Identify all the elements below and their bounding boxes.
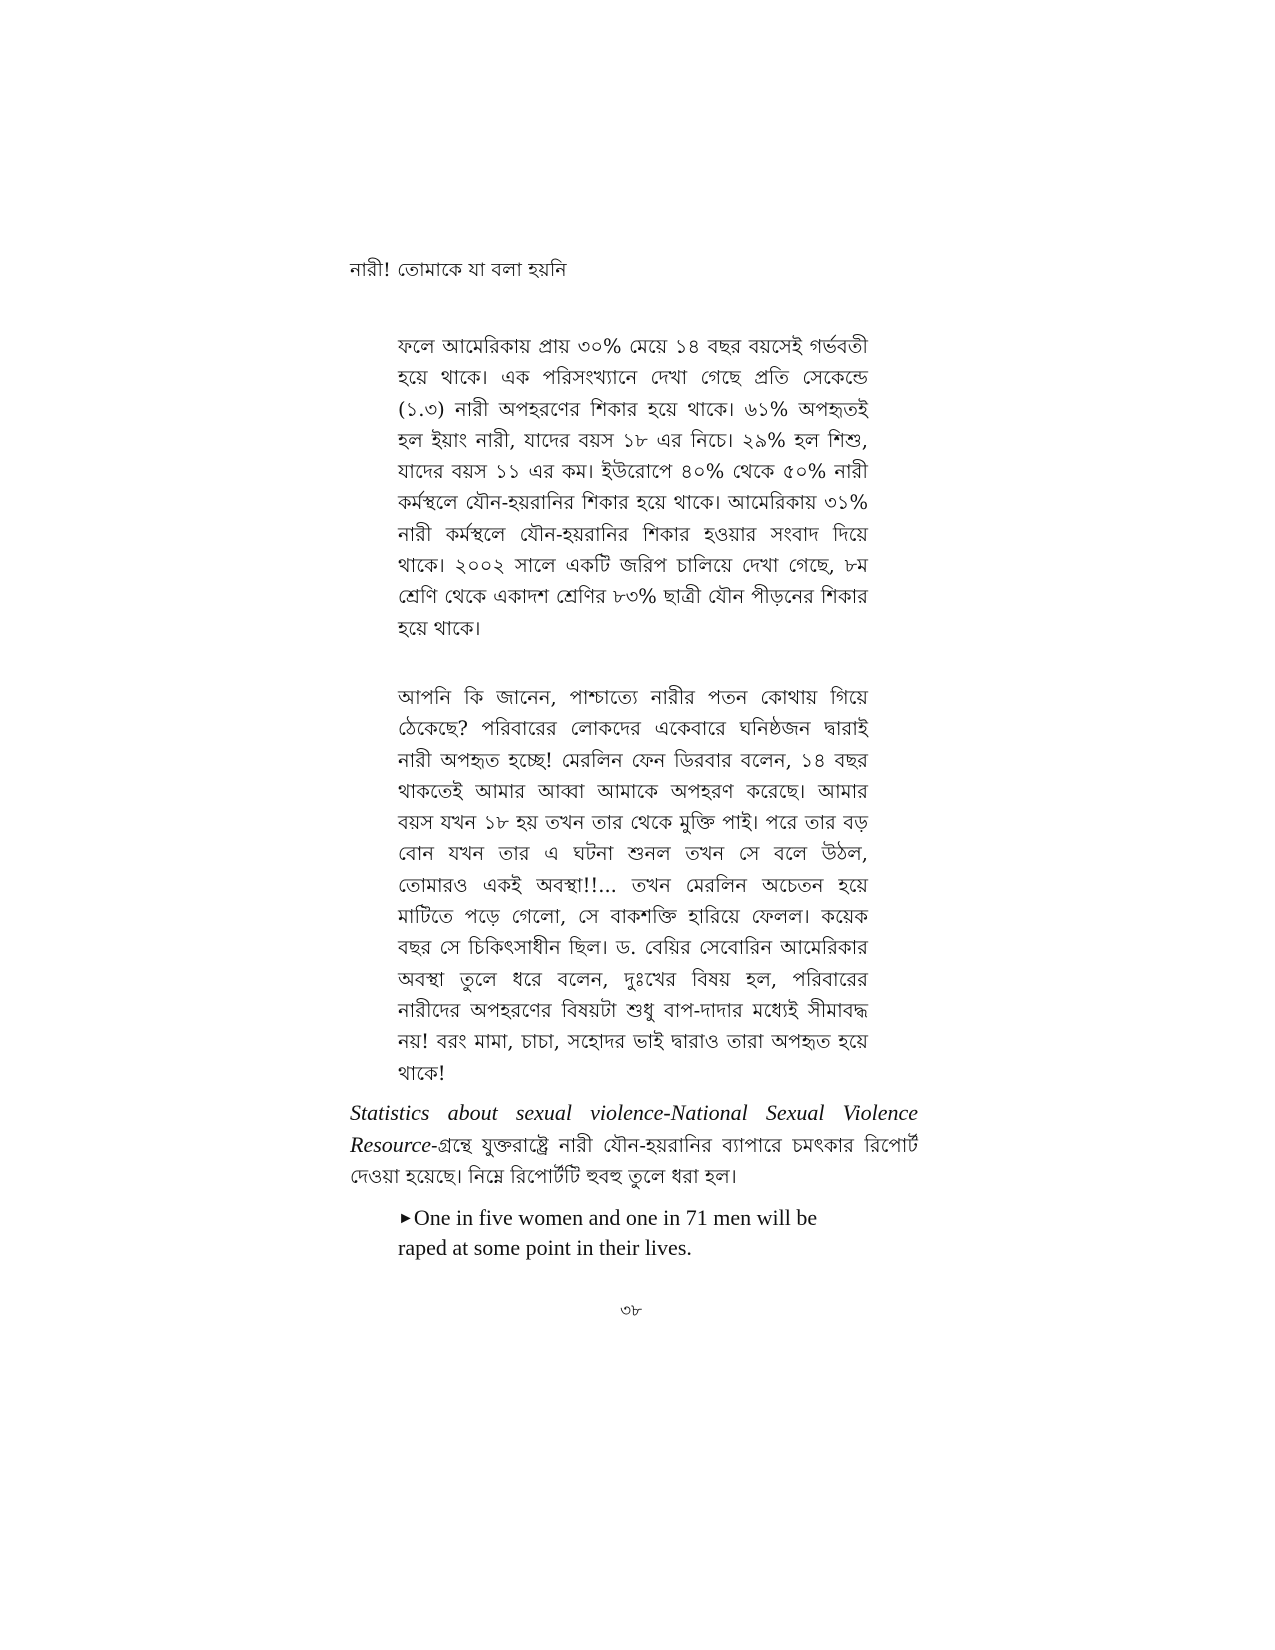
quote-paragraph-2: আপনি কি জানেন, পাশ্চাত্যে নারীর পতন কোথায় গিয়ে ঠেকেছে? পরিবারের লোকদের একেবারে ঘনিষ্ঠজন দ্বারাই নারী অপহৃত হচ্ছে! মেরলিন ফেন ডিরবার বলেন, ১৪ বছর থাকতেই আমার আব্বা আমাকে অপহরণ করেছে। আমার বয়স যখন ১৮ হয় তখন তার থেকে মুক্তি পাই। পরে তার বড় বোন যখন তার এ ঘটনা শুনল তখন সে বলে উঠল, তোমারও একই অবস্থা!!... তখন মেরলিন অচেতন হয়ে মাটিতে পড়ে গেলো, সে বাকশক্তি হারিয়ে ফেলল। কয়েক বছর সে চিকিৎসাধীন ছিল। ড. বেয়ির সেবোরিন আমেরিকার অবস্থা তুলে ধরে বলেন, দুঃখের বিষয় হল, পরিবারের নারীদের অপহরণের বিষয়টা শুধু বাপ-দাদার মধ্যেই সীমাবদ্ধ নয়! বরং মামা, চাচা, সহোদর ভাই দ্বারাও তারা অপহৃত হয়ে থাকে!: [398, 686, 868, 1085]
running-header: নারী! তোমাকে যা বলা হয়নি: [350, 259, 567, 281]
report-item-text: One in five women and one in 71 men will be raped at some point in their lives.: [398, 1205, 818, 1260]
source-paragraph: [350, 1097, 918, 1192]
source-title: Statistics about sexual violence-National Sexual Violence Resource: [350, 1100, 918, 1157]
page-number: ৩৮: [620, 1301, 643, 1321]
source-description: -গ্রন্থে যুক্তরাষ্ট্রে নারী যৌন-হয়রানির ব্যাপারে চমৎকার রিপোর্ট দেওয়া হয়েছে। নিম্নে রিপোর্টটি হুবহু তুলে ধরা হল।: [350, 1134, 918, 1188]
report-list-item: [398, 1203, 868, 1262]
quote-paragraph-1: ফলে আমেরিকায় প্রায় ৩০% মেয়ে ১৪ বছর বয়সেই গর্ভবতী হয়ে থাকে। এক পরিসংখ্যানে দেখা গেছে প্রতি সেকেন্ডে (১.৩) নারী অপহরণের শিকার হয়ে থাকে। ৬১% অপহৃতই হল ইয়াং নারী, যাদের বয়স ১৮ এর নিচে। ২৯% হল শিশু, যাদের বয়স ১১ এর কম। ইউরোপে ৪০% থেকে ৫০% নারী কর্মস্থলে যৌন-হয়রানির শিকার হয়ে থাকে। আমেরিকায় ৩১% নারী কর্মস্থলে যৌন-হয়রানির শিকার হওয়ার সংবাদ দিয়ে থাকে। ২০০২ সালে একটি জরিপ চালিয়ে দেখা গেছে, ৮ম শ্রেণি থেকে একাদশ শ্রেণির ৮৩% ছাত্রী যৌন পীড়নের শিকার হয়ে থাকে।: [398, 335, 868, 640]
triangle-bullet-icon: ►: [398, 1210, 414, 1227]
